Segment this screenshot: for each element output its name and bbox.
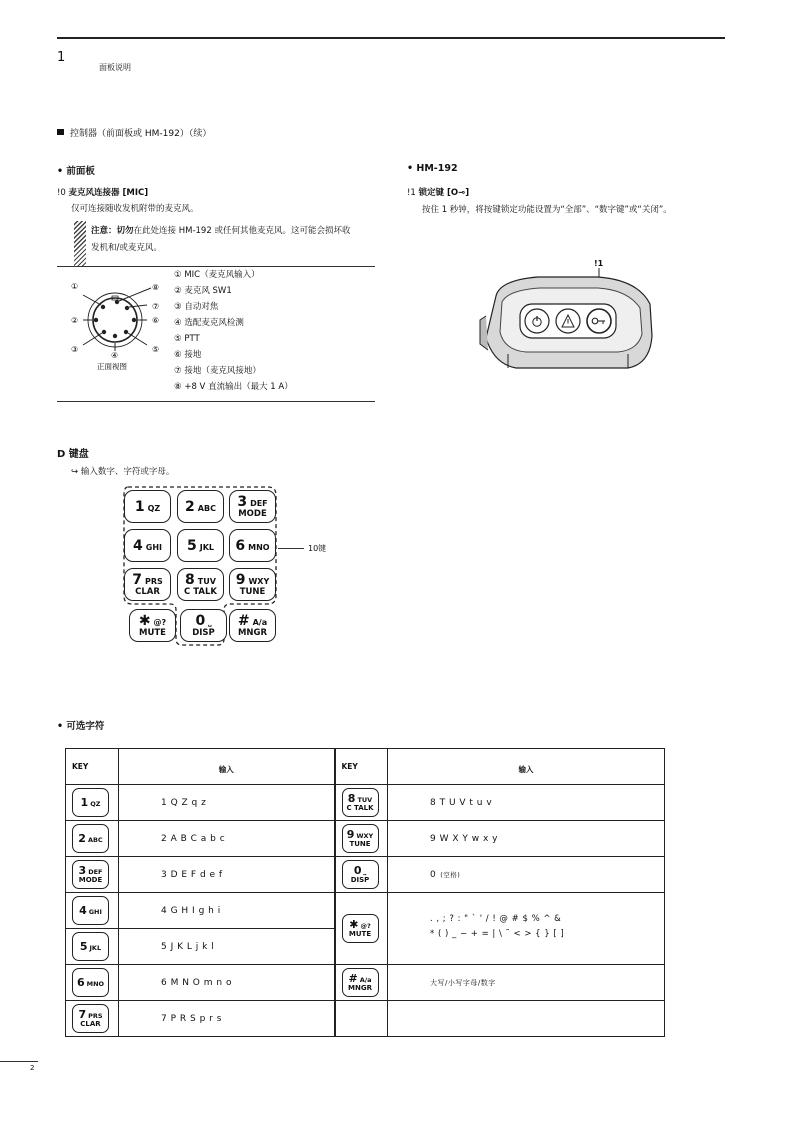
keypad-key-12[interactable]	[229, 609, 276, 642]
key-sublabel: MUTE	[348, 930, 372, 938]
key-badge	[72, 824, 109, 853]
pin-label-6: ⑥	[152, 316, 160, 325]
key-badge	[72, 968, 109, 997]
key-number: 5	[79, 940, 88, 953]
key-letters: GHI	[145, 542, 162, 552]
chars-text: 0	[430, 869, 437, 880]
key-badge	[342, 788, 379, 817]
input-chars	[388, 785, 665, 821]
key-sublabel: MNGR	[237, 627, 268, 638]
col-header-key: KEY	[335, 749, 388, 785]
key-sublabel: CLAR	[80, 1020, 101, 1028]
key-letters: TUV	[357, 796, 373, 804]
key-letters: ABC	[87, 836, 103, 844]
caution-note: 注意：切勿在此处连接 HM-192 或任何其他麦克风。这可能会损坏收 发机和/或麦克风。	[91, 226, 351, 253]
key-letters: A/a	[359, 976, 372, 984]
keypad-key-8[interactable]	[177, 568, 224, 601]
table-row	[66, 785, 665, 821]
keypad-key-6[interactable]	[229, 529, 276, 562]
key-number: 6	[235, 537, 246, 554]
pin-item: ② 麦克风 SW1	[174, 286, 232, 296]
key-letters: QZ	[147, 503, 161, 513]
chars-text: 8 T U V t u v	[430, 797, 493, 808]
table-row	[66, 821, 665, 857]
chars-text: * ( ) _ − + = | \ ˜ < > { } [ ]	[430, 928, 565, 939]
table-row	[66, 1001, 665, 1037]
key-number: 1	[80, 796, 89, 809]
front-panel-heading: • 前面板	[57, 166, 95, 177]
key-sublabel: CLAR	[135, 586, 160, 597]
input-chars	[119, 965, 335, 1001]
input-chars	[119, 893, 335, 929]
key-badge	[72, 788, 109, 817]
key-sublabel: C TALK	[346, 804, 374, 812]
key-badge	[72, 932, 109, 961]
pin-label-1: ①	[71, 282, 79, 291]
section-title: 控制器（前面板或 HM-192）（续）	[57, 126, 211, 139]
key-number: 4	[79, 904, 87, 917]
key-letters: WXY	[248, 576, 270, 586]
note-hatch-icon	[74, 221, 86, 267]
input-chars	[119, 857, 335, 893]
ten-key-leader	[278, 548, 304, 549]
empty-cell	[335, 1001, 388, 1037]
key-number: 6	[76, 976, 85, 989]
key-sublabel: MODE	[238, 508, 267, 519]
pin-label-4: ④	[111, 351, 119, 360]
keypad-key-9[interactable]	[229, 568, 276, 601]
key-number: #	[348, 972, 358, 985]
key-letters: PRS	[144, 576, 163, 586]
chapter-title: 面板说明	[99, 63, 131, 72]
key-sublabel: TUNE	[349, 840, 371, 848]
keypad-key-10[interactable]	[129, 609, 176, 642]
keypad-subtitle: ↪ 输入数字、字符或字母。	[71, 467, 175, 477]
pin-item: ⑤ PTT	[174, 334, 200, 344]
pin-item: ④ 选配麦克风检测	[174, 318, 244, 328]
input-chars	[388, 965, 665, 1001]
header-rule	[57, 37, 725, 39]
key-sublabel: MUTE	[139, 627, 166, 638]
key-badge	[72, 896, 109, 925]
key-letters: PRS	[88, 1012, 103, 1020]
page-number: 2	[30, 1064, 35, 1072]
mic-connector-desc: 仅可连接随收发机附带的麦克风。	[71, 204, 199, 214]
key-number: 7	[78, 1008, 87, 1021]
key-badge	[72, 860, 109, 889]
key-sublabel: MNGR	[348, 984, 372, 992]
input-chars	[388, 857, 665, 893]
input-chars	[388, 821, 665, 857]
key-letters: MNO	[86, 980, 105, 988]
key-number: 8	[347, 792, 356, 805]
key-sublabel: TUNE	[239, 586, 266, 597]
key-letters: @?	[360, 922, 371, 930]
pin-item: ③ 自动对焦	[174, 302, 219, 312]
key-number: 8	[185, 571, 195, 588]
keypad-title: D 键盘	[57, 449, 89, 460]
pin-item: ⑦ 接地（麦克风接地）	[174, 366, 261, 376]
empty-cell	[388, 1001, 665, 1037]
pin-label-3: ③	[71, 345, 79, 354]
key-number: 9	[235, 571, 246, 588]
table-bottom-rule	[57, 401, 375, 402]
key-number: #	[237, 612, 250, 629]
keypad-key-11[interactable]	[180, 609, 227, 642]
selectable-heading: • 可选字符	[57, 721, 105, 732]
chars-text: 1 Q Z q z	[161, 797, 207, 808]
keypad-key-1[interactable]	[124, 490, 171, 523]
chars-text: . , ; ? : " ` ' / ! @ # $ % ^ &	[430, 913, 562, 924]
key-letters: JKL	[199, 542, 215, 552]
col-header-input: 输入	[388, 749, 665, 785]
key-letters: DEF	[250, 498, 268, 508]
keypad-key-4[interactable]	[124, 529, 171, 562]
lock-key-desc: 按住 1 秒钟，将按键锁定功能设置为“全部”、“数字键”或“关闭”。	[422, 205, 672, 215]
key-badge	[72, 1004, 109, 1033]
key-number: 3	[78, 864, 87, 877]
footer-rule	[0, 1061, 38, 1062]
key-letters: @?	[153, 617, 167, 627]
key-number: 9	[346, 828, 355, 841]
chars-text: 6 M N O m n o	[161, 977, 232, 988]
pin-label-2: ②	[71, 316, 79, 325]
key-number: 0	[195, 612, 206, 629]
key-number: 3	[237, 493, 248, 510]
chars-text: 9 W X Y w x y	[430, 833, 498, 844]
chars-text: 4 G H I g h i	[161, 905, 221, 916]
key-badge	[342, 968, 379, 997]
pin-item: ⑧ +8 V 直流输出（最大 1 A）	[174, 382, 293, 392]
input-chars	[119, 785, 335, 821]
pin-list	[174, 267, 293, 395]
key-number: ✱	[138, 612, 151, 629]
hm192-heading: • HM-192	[407, 163, 458, 174]
key-sublabel: DISP	[350, 876, 370, 884]
key-letters: MNO	[248, 542, 270, 552]
key-letters: GHI	[88, 908, 102, 916]
pin-item: ① MIC（麦克风输入）	[174, 270, 260, 280]
key-letters: ABC	[197, 503, 216, 513]
key-number: ✱	[349, 918, 359, 931]
key-sublabel: C TALK	[184, 586, 217, 597]
pin-label-5: ⑤	[152, 345, 160, 354]
mic-connector-title: !0 麦克风连接器 [MIC]	[57, 188, 149, 198]
ten-key-label: 10键	[308, 544, 327, 553]
keypad-key-3[interactable]	[229, 490, 276, 523]
key-number: 0	[353, 864, 362, 877]
key-letters: JKL	[89, 944, 102, 952]
table-row	[66, 965, 665, 1001]
key-badge	[342, 860, 379, 889]
col-header-key: KEY	[66, 749, 119, 785]
chapter-number: 1	[57, 50, 66, 65]
chars-text: 2 A B C a b c	[161, 833, 226, 844]
table-row	[66, 893, 665, 929]
key-letters: TUV	[197, 576, 216, 586]
key-number: 4	[133, 537, 143, 554]
mic-connector-diagram	[57, 275, 172, 375]
key-number: 2	[185, 498, 195, 515]
table-header-row	[66, 749, 665, 785]
front-view-label: 正面视图	[97, 362, 127, 371]
input-chars	[119, 821, 335, 857]
key-sublabel: MODE	[78, 876, 103, 884]
key-number: 1	[134, 498, 145, 515]
key-sublabel: DISP	[192, 627, 215, 638]
chars-note: (空格)	[440, 870, 461, 879]
lock-callout-label: !1	[594, 259, 604, 268]
input-chars	[119, 1001, 335, 1037]
table-row	[66, 857, 665, 893]
input-chars	[119, 929, 335, 965]
key-letters: QZ	[90, 800, 101, 808]
input-chars	[388, 893, 665, 965]
chars-text: 3 D E F d e f	[161, 869, 223, 880]
pin-label-7: ⑦	[152, 302, 160, 311]
square-bullet-icon	[57, 129, 64, 135]
chars-text: 7 P R S p r s	[161, 1013, 222, 1024]
key-badge	[342, 824, 379, 853]
key-letters: ⎵	[363, 868, 367, 876]
key-number: 7	[132, 571, 142, 588]
chars-text: 大写/小写字母/数字	[430, 978, 496, 987]
col-header-input: 输入	[119, 749, 335, 785]
chars-text: 5 J K L j k l	[161, 941, 215, 952]
key-number: 2	[78, 832, 86, 845]
key-letters: WXY	[356, 832, 374, 840]
keypad-key-5[interactable]	[177, 529, 224, 562]
key-letters: A/a	[252, 617, 268, 627]
key-number: 5	[186, 537, 197, 554]
key-badge	[342, 914, 379, 943]
lock-key-title: !1 锁定键 [O⊸]	[407, 188, 470, 198]
key-letters: DEF	[88, 868, 103, 876]
pin-label-8: ⑧	[152, 283, 160, 292]
keypad-key-2[interactable]	[177, 490, 224, 523]
pin-item: ⑥ 接地	[174, 350, 202, 360]
key-letters: ⎵	[208, 617, 212, 627]
keypad-key-7[interactable]	[124, 568, 171, 601]
selectable-characters-table	[65, 748, 665, 1037]
hm192-device-illustration	[478, 266, 658, 376]
